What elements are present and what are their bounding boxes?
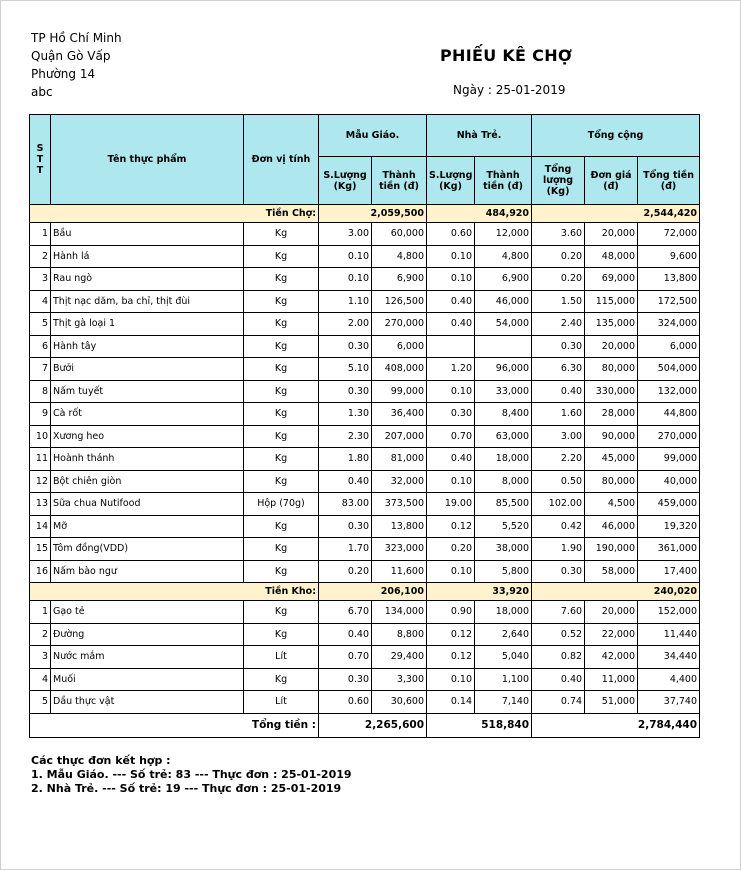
total-amount: 152,000 — [638, 601, 700, 624]
item-name: Sữa chua Nutifood — [51, 493, 244, 516]
nursery-qty: 19.00 — [427, 493, 475, 516]
total-qty: 1.50 — [532, 290, 585, 313]
col-unit: Đơn vị tính — [244, 115, 319, 205]
total-amount: 270,000 — [638, 425, 700, 448]
col-nt-amount: Thành tiền (đ) — [475, 157, 532, 205]
grand-total-nursery: 518,840 — [427, 713, 532, 737]
kindergarten-amount: 13,800 — [372, 515, 427, 538]
row-number: 4 — [30, 290, 51, 313]
item-unit: Kg — [244, 268, 319, 291]
row-number: 7 — [30, 358, 51, 381]
nursery-qty: 0.12 — [427, 646, 475, 669]
item-name: Bưởi — [51, 358, 244, 381]
total-amount: 9,600 — [638, 245, 700, 268]
total-qty: 0.74 — [532, 691, 585, 714]
table-row — [30, 668, 700, 691]
nursery-qty: 0.90 — [427, 601, 475, 624]
table-row — [30, 646, 700, 669]
nursery-qty: 0.70 — [427, 425, 475, 448]
ward-label: Phường 14 — [31, 67, 96, 81]
kindergarten-amount: 323,000 — [372, 538, 427, 561]
item-name: Mỡ — [51, 515, 244, 538]
item-name: Tôm đồng(VDD) — [51, 538, 244, 561]
grand-total-row — [30, 713, 700, 737]
nursery-amount — [475, 335, 532, 358]
row-number: 3 — [30, 646, 51, 669]
item-unit: Kg — [244, 470, 319, 493]
total-qty: 1.60 — [532, 403, 585, 426]
unit-price: 80,000 — [585, 470, 638, 493]
nursery-amount: 5,040 — [475, 646, 532, 669]
table-row — [30, 538, 700, 561]
nursery-amount: 8,400 — [475, 403, 532, 426]
total-amount: 72,000 — [638, 223, 700, 246]
kindergarten-qty: 5.10 — [319, 358, 372, 381]
unit-price: 115,000 — [585, 290, 638, 313]
table-row — [30, 448, 700, 471]
row-number: 3 — [30, 268, 51, 291]
combined-menu-line: 2. Nhà Trẻ. --- Số trẻ: 19 --- Thực đơn : 25-01-2019 — [31, 782, 342, 795]
kindergarten-amount: 134,000 — [372, 601, 427, 624]
row-number: 11 — [30, 448, 51, 471]
total-amount: 13,800 — [638, 268, 700, 291]
total-amount: 99,000 — [638, 448, 700, 471]
row-number: 6 — [30, 335, 51, 358]
total-amount: 172,500 — [638, 290, 700, 313]
row-number: 2 — [30, 245, 51, 268]
total-amount: 4,400 — [638, 668, 700, 691]
total-amount: 132,000 — [638, 380, 700, 403]
combined-menus — [31, 754, 352, 796]
table-row — [30, 560, 700, 583]
item-unit: Kg — [244, 245, 319, 268]
kindergarten-amount: 81,000 — [372, 448, 427, 471]
item-unit: Kg — [244, 223, 319, 246]
nursery-amount: 1,100 — [475, 668, 532, 691]
nursery-qty: 0.10 — [427, 268, 475, 291]
row-number: 13 — [30, 493, 51, 516]
market-list-table — [29, 114, 700, 738]
total-qty: 2.20 — [532, 448, 585, 471]
kindergarten-qty: 2.00 — [319, 313, 372, 336]
row-number: 5 — [30, 691, 51, 714]
nursery-qty: 0.60 — [427, 223, 475, 246]
col-price: Đơn giá (đ) — [585, 157, 638, 205]
nursery-qty: 0.10 — [427, 470, 475, 493]
kindergarten-qty: 83.00 — [319, 493, 372, 516]
kindergarten-amount: 8,800 — [372, 623, 427, 646]
total-qty: 0.50 — [532, 470, 585, 493]
total-amount: 6,000 — [638, 335, 700, 358]
table-row — [30, 470, 700, 493]
kindergarten-amount: 36,400 — [372, 403, 427, 426]
col-name: Tên thực phẩm — [51, 115, 244, 205]
table-row — [30, 245, 700, 268]
item-name: Hành lá — [51, 245, 244, 268]
kindergarten-qty: 0.10 — [319, 268, 372, 291]
city-label: TP Hồ Chí Minh — [31, 31, 122, 45]
table-row — [30, 290, 700, 313]
nursery-qty: 1.20 — [427, 358, 475, 381]
total-amount: 17,400 — [638, 560, 700, 583]
kindergarten-qty: 0.10 — [319, 245, 372, 268]
nursery-qty: 0.10 — [427, 560, 475, 583]
item-name: Bầu — [51, 223, 244, 246]
total-amount: 504,000 — [638, 358, 700, 381]
document-title: PHIẾU KÊ CHỢ — [440, 46, 573, 65]
nursery-amount: 63,000 — [475, 425, 532, 448]
item-name: Hành tây — [51, 335, 244, 358]
kindergarten-qty: 0.30 — [319, 335, 372, 358]
item-unit: Kg — [244, 538, 319, 561]
nursery-amount: 18,000 — [475, 448, 532, 471]
unit-price: 28,000 — [585, 403, 638, 426]
table-row — [30, 335, 700, 358]
nursery-amount: 54,000 — [475, 313, 532, 336]
nursery-amount: 38,000 — [475, 538, 532, 561]
item-unit: Kg — [244, 560, 319, 583]
item-unit: Kg — [244, 313, 319, 336]
unit-price: 190,000 — [585, 538, 638, 561]
col-group-total: Tổng cộng — [532, 115, 700, 157]
item-unit: Kg — [244, 403, 319, 426]
total-amount: 459,000 — [638, 493, 700, 516]
nursery-amount: 12,000 — [475, 223, 532, 246]
unit-price: 135,000 — [585, 313, 638, 336]
total-amount: 11,440 — [638, 623, 700, 646]
row-number: 5 — [30, 313, 51, 336]
row-number: 16 — [30, 560, 51, 583]
item-unit: Kg — [244, 425, 319, 448]
unit-price: 20,000 — [585, 601, 638, 624]
kindergarten-amount: 60,000 — [372, 223, 427, 246]
total-qty: 0.30 — [532, 560, 585, 583]
col-group-nursery: Nhà Trẻ. — [427, 115, 532, 157]
total-qty: 0.52 — [532, 623, 585, 646]
unit-price: 46,000 — [585, 515, 638, 538]
kindergarten-amount: 6,000 — [372, 335, 427, 358]
kindergarten-amount: 270,000 — [372, 313, 427, 336]
kindergarten-qty: 1.70 — [319, 538, 372, 561]
kindergarten-qty: 0.40 — [319, 470, 372, 493]
table-row — [30, 380, 700, 403]
table-row — [30, 425, 700, 448]
row-number: 8 — [30, 380, 51, 403]
kindergarten-qty: 1.10 — [319, 290, 372, 313]
org-label: abc — [31, 85, 53, 99]
combined-menus-heading: Các thực đơn kết hợp : — [31, 754, 171, 767]
total-amount: 361,000 — [638, 538, 700, 561]
total-amount: 37,740 — [638, 691, 700, 714]
nursery-qty: 0.40 — [427, 290, 475, 313]
col-total-amount: Tổng tiền (đ) — [638, 157, 700, 205]
table-row — [30, 403, 700, 426]
row-number: 15 — [30, 538, 51, 561]
district-label: Quận Gò Vấp — [31, 49, 111, 63]
col-stt: S T T — [30, 115, 51, 205]
section-nursery-total: 33,920 — [427, 583, 532, 601]
total-qty: 0.42 — [532, 515, 585, 538]
row-number: 1 — [30, 223, 51, 246]
section-kindergarten-total: 206,100 — [319, 583, 427, 601]
kindergarten-amount: 11,600 — [372, 560, 427, 583]
table-row — [30, 493, 700, 516]
kindergarten-amount: 32,000 — [372, 470, 427, 493]
item-unit: Kg — [244, 623, 319, 646]
unit-price: 42,000 — [585, 646, 638, 669]
nursery-amount: 8,000 — [475, 470, 532, 493]
unit-price: 45,000 — [585, 448, 638, 471]
item-name: Nước mắm — [51, 646, 244, 669]
total-qty: 0.30 — [532, 335, 585, 358]
item-unit: Hộp (70g) — [244, 493, 319, 516]
unit-price: 11,000 — [585, 668, 638, 691]
section-grand-total: 240,020 — [532, 583, 700, 601]
kindergarten-amount: 99,000 — [372, 380, 427, 403]
row-number: 2 — [30, 623, 51, 646]
kindergarten-amount: 207,000 — [372, 425, 427, 448]
item-unit: Kg — [244, 515, 319, 538]
item-unit: Kg — [244, 668, 319, 691]
item-unit: Lít — [244, 646, 319, 669]
nursery-amount: 7,140 — [475, 691, 532, 714]
kindergarten-amount: 4,800 — [372, 245, 427, 268]
nursery-amount: 18,000 — [475, 601, 532, 624]
nursery-amount: 96,000 — [475, 358, 532, 381]
kindergarten-qty: 0.40 — [319, 623, 372, 646]
item-name: Bột chiên giòn — [51, 470, 244, 493]
nursery-amount: 46,000 — [475, 290, 532, 313]
kindergarten-amount: 126,500 — [372, 290, 427, 313]
unit-price: 90,000 — [585, 425, 638, 448]
grand-total-label: Tổng tiền : — [30, 713, 319, 737]
nursery-qty: 0.10 — [427, 245, 475, 268]
unit-price: 4,500 — [585, 493, 638, 516]
item-name: Nấm bào ngư — [51, 560, 244, 583]
section-kindergarten-total: 2,059,500 — [319, 205, 427, 223]
nursery-qty: 0.40 — [427, 448, 475, 471]
kindergarten-amount: 29,400 — [372, 646, 427, 669]
unit-price: 51,000 — [585, 691, 638, 714]
total-qty: 3.00 — [532, 425, 585, 448]
kindergarten-qty: 6.70 — [319, 601, 372, 624]
kindergarten-amount: 373,500 — [372, 493, 427, 516]
total-amount: 324,000 — [638, 313, 700, 336]
kindergarten-qty: 0.60 — [319, 691, 372, 714]
col-nt-qty: S.Lượng (Kg) — [427, 157, 475, 205]
kindergarten-qty: 0.20 — [319, 560, 372, 583]
grand-total-amount: 2,784,440 — [532, 713, 700, 737]
organization-header — [31, 29, 122, 101]
document-date: Ngày : 25-01-2019 — [453, 83, 566, 97]
nursery-qty — [427, 335, 475, 358]
section-label: Tiền Chợ: — [30, 205, 319, 223]
total-qty: 0.20 — [532, 268, 585, 291]
nursery-amount: 4,800 — [475, 245, 532, 268]
table-row — [30, 515, 700, 538]
nursery-amount: 85,500 — [475, 493, 532, 516]
item-unit: Kg — [244, 380, 319, 403]
item-name: Xương heo — [51, 425, 244, 448]
item-name: Gạo tẻ — [51, 601, 244, 624]
nursery-qty: 0.40 — [427, 313, 475, 336]
col-group-kindergarten: Mẫu Giáo. — [319, 115, 427, 157]
kindergarten-qty: 3.00 — [319, 223, 372, 246]
total-qty: 7.60 — [532, 601, 585, 624]
combined-menu-line: 1. Mẫu Giáo. --- Số trẻ: 83 --- Thực đơn : 25-01-2019 — [31, 768, 352, 781]
item-unit: Kg — [244, 448, 319, 471]
nursery-amount: 6,900 — [475, 268, 532, 291]
warehouse-section-row — [30, 583, 700, 601]
kindergarten-qty: 1.80 — [319, 448, 372, 471]
unit-price: 330,000 — [585, 380, 638, 403]
item-name: Cà rốt — [51, 403, 244, 426]
item-name: Nấm tuyết — [51, 380, 244, 403]
row-number: 9 — [30, 403, 51, 426]
item-unit: Kg — [244, 290, 319, 313]
kindergarten-qty: 0.70 — [319, 646, 372, 669]
kindergarten-amount: 6,900 — [372, 268, 427, 291]
unit-price: 80,000 — [585, 358, 638, 381]
total-qty: 0.40 — [532, 668, 585, 691]
total-qty: 102.00 — [532, 493, 585, 516]
nursery-qty: 0.30 — [427, 403, 475, 426]
row-number: 14 — [30, 515, 51, 538]
item-name: Thịt gà loại 1 — [51, 313, 244, 336]
item-unit: Kg — [244, 358, 319, 381]
unit-price: 48,000 — [585, 245, 638, 268]
table-row — [30, 691, 700, 714]
total-qty: 3.60 — [532, 223, 585, 246]
section-nursery-total: 484,920 — [427, 205, 532, 223]
kindergarten-qty: 0.30 — [319, 515, 372, 538]
kindergarten-qty: 2.30 — [319, 425, 372, 448]
item-unit: Lít — [244, 691, 319, 714]
nursery-amount: 2,640 — [475, 623, 532, 646]
total-qty: 0.20 — [532, 245, 585, 268]
section-grand-total: 2,544,420 — [532, 205, 700, 223]
nursery-amount: 5,800 — [475, 560, 532, 583]
item-name: Hoành thánh — [51, 448, 244, 471]
table-row — [30, 223, 700, 246]
nursery-qty: 0.10 — [427, 668, 475, 691]
total-qty: 6.30 — [532, 358, 585, 381]
table-row — [30, 358, 700, 381]
total-qty: 0.40 — [532, 380, 585, 403]
total-amount: 44,800 — [638, 403, 700, 426]
unit-price: 69,000 — [585, 268, 638, 291]
total-qty: 1.90 — [532, 538, 585, 561]
item-unit: Kg — [244, 335, 319, 358]
item-name: Thịt nạc dăm, ba chỉ, thịt đùi — [51, 290, 244, 313]
col-mg-amount: Thành tiền (đ) — [372, 157, 427, 205]
col-mg-qty: S.Lượng (Kg) — [319, 157, 372, 205]
unit-price: 20,000 — [585, 335, 638, 358]
item-name: Đường — [51, 623, 244, 646]
item-name: Muối — [51, 668, 244, 691]
total-qty: 2.40 — [532, 313, 585, 336]
unit-price: 58,000 — [585, 560, 638, 583]
row-number: 1 — [30, 601, 51, 624]
item-name: Rau ngò — [51, 268, 244, 291]
kindergarten-qty: 1.30 — [319, 403, 372, 426]
row-number: 12 — [30, 470, 51, 493]
kindergarten-qty: 0.30 — [319, 380, 372, 403]
unit-price: 22,000 — [585, 623, 638, 646]
item-name: Dầu thực vật — [51, 691, 244, 714]
kindergarten-amount: 408,000 — [372, 358, 427, 381]
nursery-qty: 0.12 — [427, 623, 475, 646]
nursery-amount: 33,000 — [475, 380, 532, 403]
row-number: 10 — [30, 425, 51, 448]
item-unit: Kg — [244, 601, 319, 624]
row-number: 4 — [30, 668, 51, 691]
total-amount: 40,000 — [638, 470, 700, 493]
table-row — [30, 601, 700, 624]
market-section-row — [30, 205, 700, 223]
grand-total-kindergarten: 2,265,600 — [319, 713, 427, 737]
nursery-qty: 0.20 — [427, 538, 475, 561]
kindergarten-amount: 3,300 — [372, 668, 427, 691]
kindergarten-qty: 0.30 — [319, 668, 372, 691]
nursery-qty: 0.12 — [427, 515, 475, 538]
table-row — [30, 313, 700, 336]
nursery-amount: 5,520 — [475, 515, 532, 538]
section-label: Tiền Kho: — [30, 583, 319, 601]
table-row — [30, 268, 700, 291]
table-row — [30, 623, 700, 646]
nursery-qty: 0.10 — [427, 380, 475, 403]
total-qty: 0.82 — [532, 646, 585, 669]
col-total-qty: Tổng lượng (Kg) — [532, 157, 585, 205]
total-amount: 34,440 — [638, 646, 700, 669]
total-amount: 19,320 — [638, 515, 700, 538]
kindergarten-amount: 30,600 — [372, 691, 427, 714]
unit-price: 20,000 — [585, 223, 638, 246]
nursery-qty: 0.14 — [427, 691, 475, 714]
